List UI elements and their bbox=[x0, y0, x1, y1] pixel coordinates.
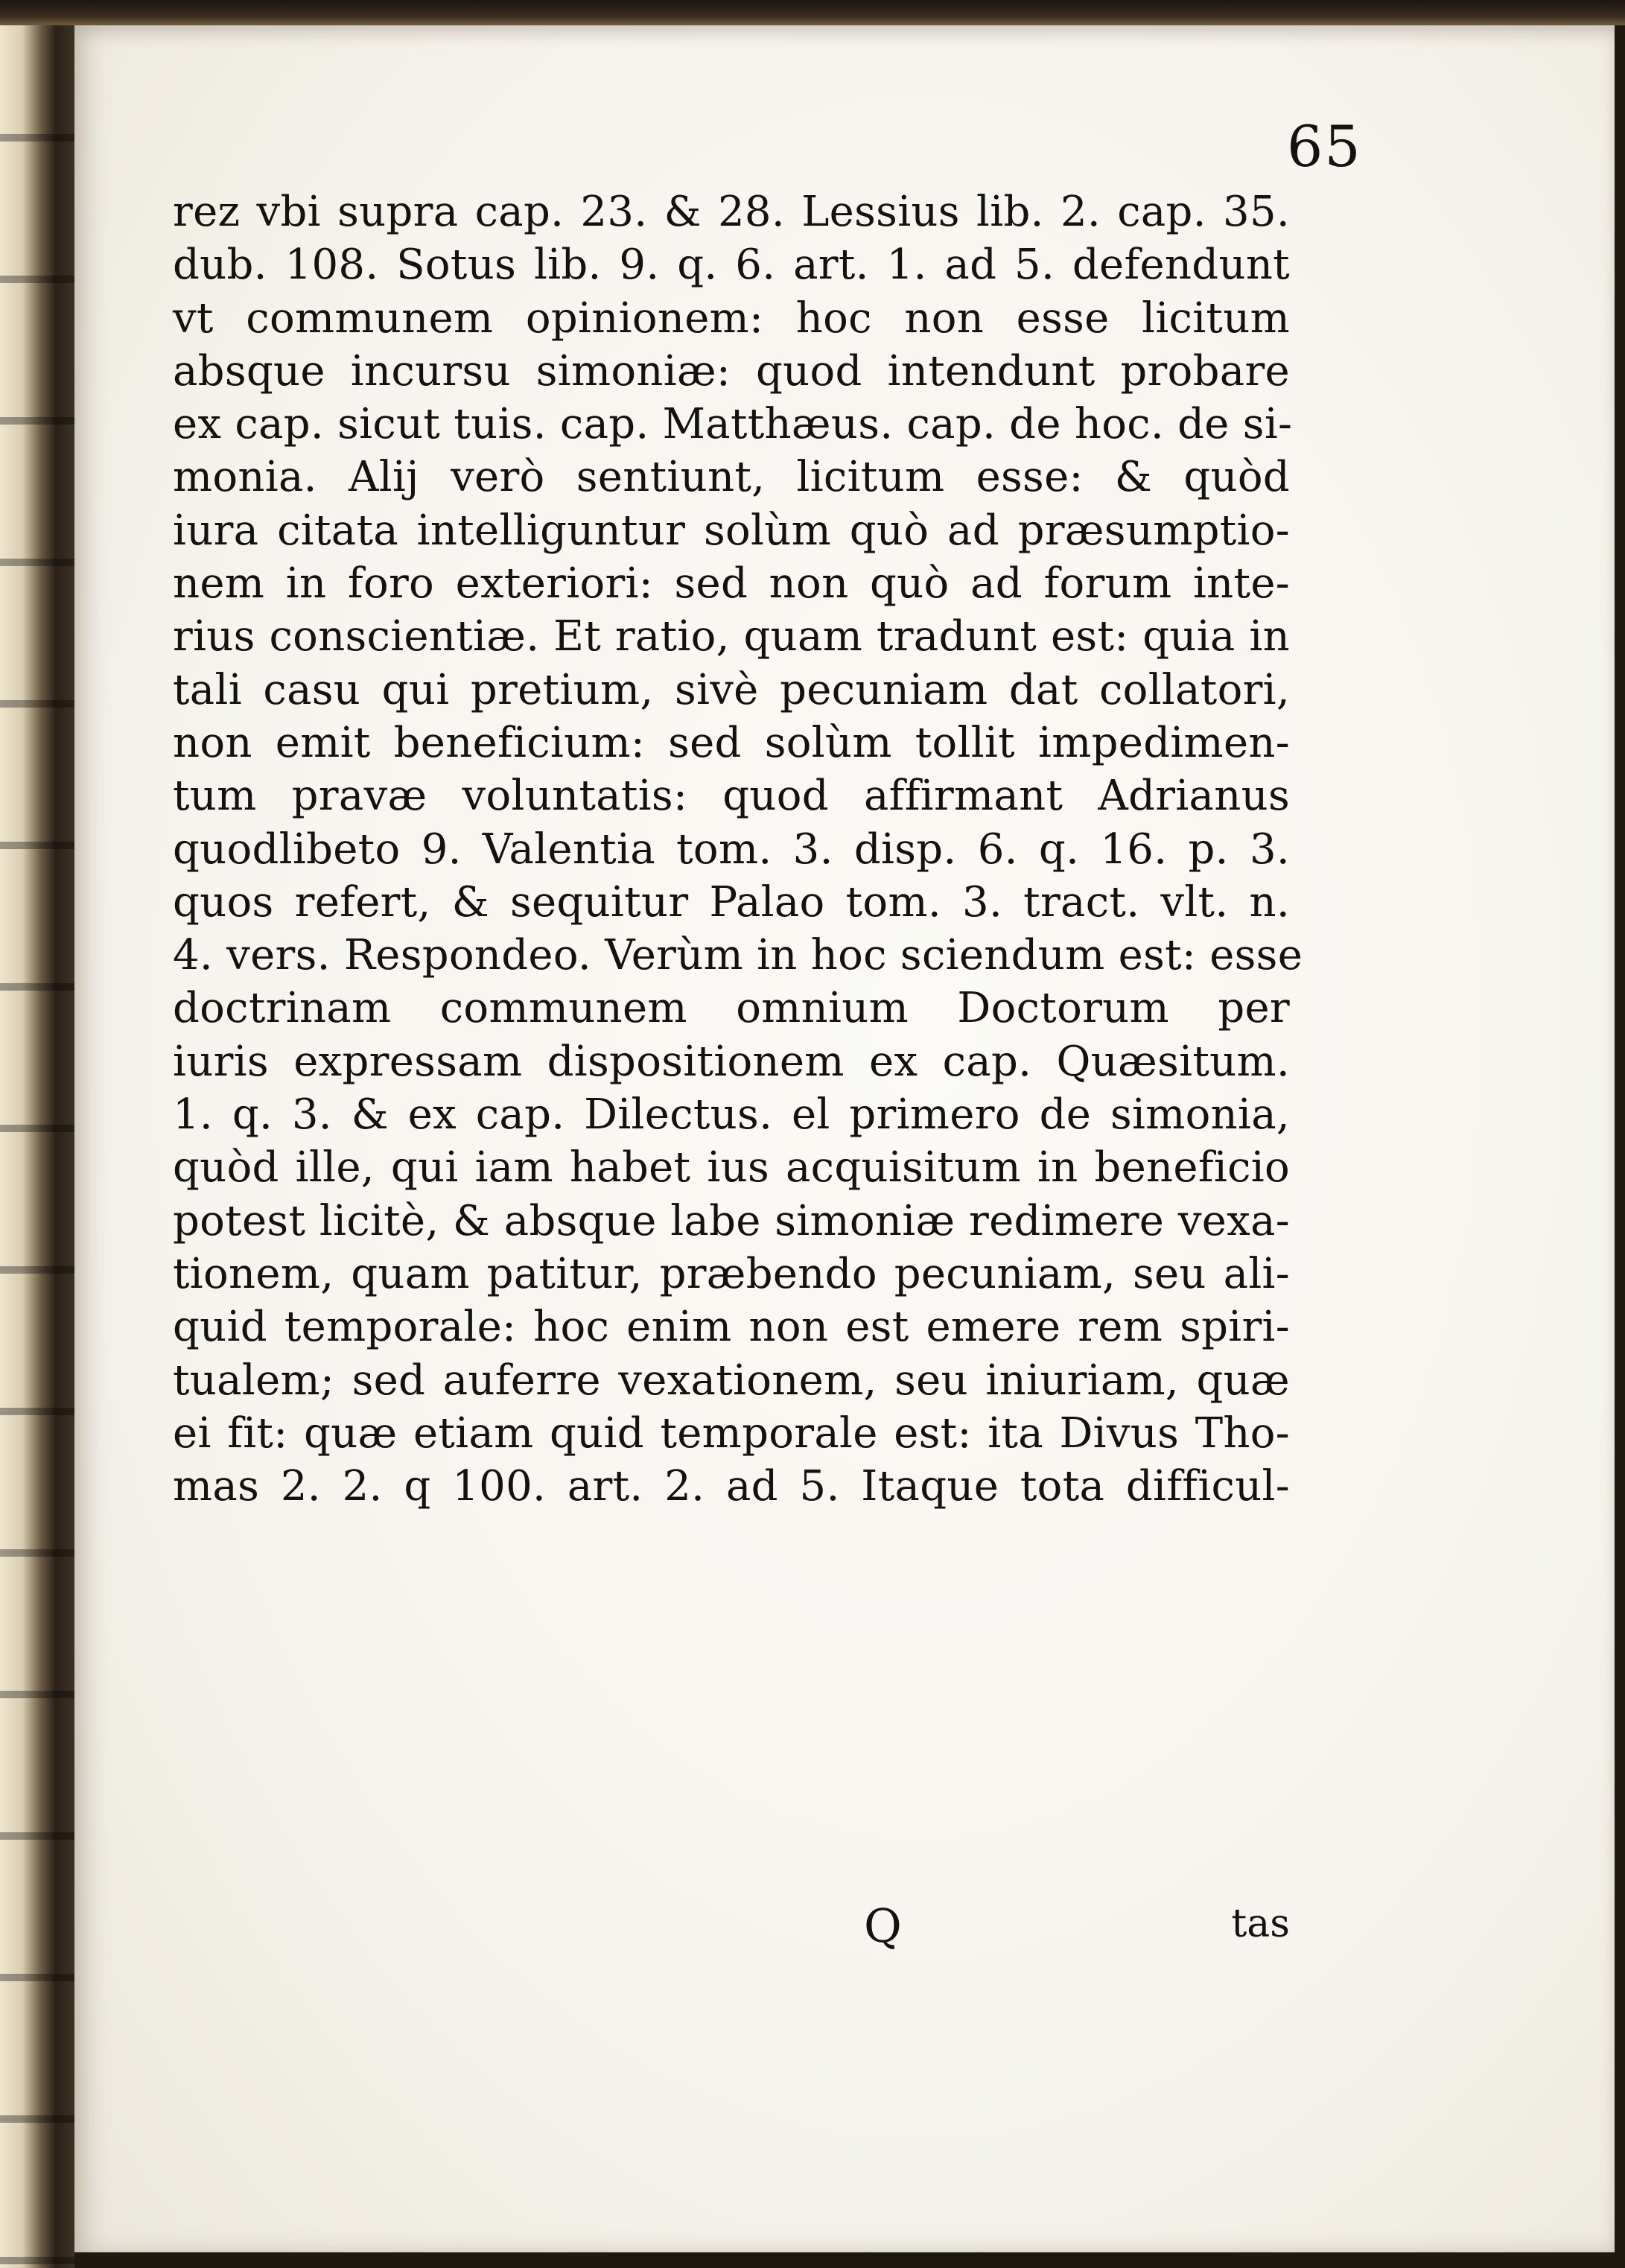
book-binding-edge bbox=[0, 0, 74, 2268]
page-footer bbox=[173, 1899, 1290, 1966]
text-line-13: quodlibeto 9. Valentia tom. 3. disp. 6. q. 16. p. 3. bbox=[173, 825, 1290, 874]
page-number: 65 bbox=[1287, 113, 1362, 180]
text-line-5: ex cap. sicut tuis. cap. Matthæus. cap. de hoc. de si- bbox=[173, 400, 1293, 449]
book-top-edge bbox=[0, 0, 1625, 25]
text-line-24: ei fit: quæ etiam quid temporale est: ita Divus Tho- bbox=[173, 1408, 1290, 1458]
text-line-25: mas 2. 2. q 100. art. 2. ad 5. Itaque tota difficul- bbox=[173, 1462, 1290, 1511]
text-line-22: quid temporale: hoc enim non est emere rem spiri- bbox=[173, 1303, 1290, 1352]
text-line-1: rez vbi supra cap. 23. & 28. Lessius lib. 2. cap. 35. bbox=[173, 188, 1290, 236]
text-line-10: tali casu qui pretium, sivè pecuniam dat collatori, bbox=[173, 665, 1290, 714]
text-line-3: vt communem opinionem: hoc non esse licitum bbox=[173, 293, 1290, 343]
text-line-21: tionem, quam patitur, præbendo pecuniam, seu ali- bbox=[173, 1249, 1290, 1298]
text-line-18: 1. q. 3. & ex cap. Dilectus. el primero de simonia, bbox=[173, 1090, 1290, 1140]
text-line-9: rius conscientiæ. Et ratio, quam tradunt est: quia in bbox=[173, 612, 1290, 661]
text-line-4: absque incursu simoniæ: quod intendunt probare bbox=[173, 346, 1290, 396]
text-line-17: iuris expressam dispositionem ex cap. Quæsitum. bbox=[173, 1037, 1290, 1086]
text-line-14: quos refert, & sequitur Palao tom. 3. tract. vlt. n. bbox=[173, 877, 1290, 927]
text-line-15: 4. vers. Respondeo. Verùm in hoc sciendum est: esse bbox=[173, 931, 1303, 980]
text-line-2: dub. 108. Sotus lib. 9. q. 6. art. 1. ad 5. defendunt bbox=[173, 241, 1290, 290]
text-line-23: tualem; sed auferre vexationem, seu iniuriam, quæ bbox=[173, 1356, 1290, 1405]
text-line-7: iura citata intelliguntur solùm quò ad præsumptio- bbox=[173, 506, 1290, 555]
text-line-8: nem in foro exteriori: sed non quò ad forum inte- bbox=[173, 559, 1290, 609]
signature-mark: Q bbox=[864, 1899, 902, 1953]
text-line-19: quòd ille, qui iam habet ius acquisitum in beneficio bbox=[173, 1143, 1290, 1192]
text-line-12: tum pravæ voluntatis: quod affirmant Adrianus bbox=[173, 772, 1290, 821]
text-line-11: non emit beneficium: sed solùm tollit impedimen- bbox=[173, 718, 1290, 767]
text-line-16: doctrinam communem omnium Doctorum per bbox=[173, 984, 1290, 1033]
text-line-6: monia. Alij verò sentiunt, licitum esse: & quòd bbox=[173, 453, 1290, 502]
text-line-20: potest licitè, & absque labe simoniæ redimere vexa- bbox=[173, 1196, 1290, 1245]
page-sheet bbox=[74, 25, 1615, 2252]
catchword: tas bbox=[1231, 1902, 1290, 1946]
body-text bbox=[173, 185, 1303, 1513]
